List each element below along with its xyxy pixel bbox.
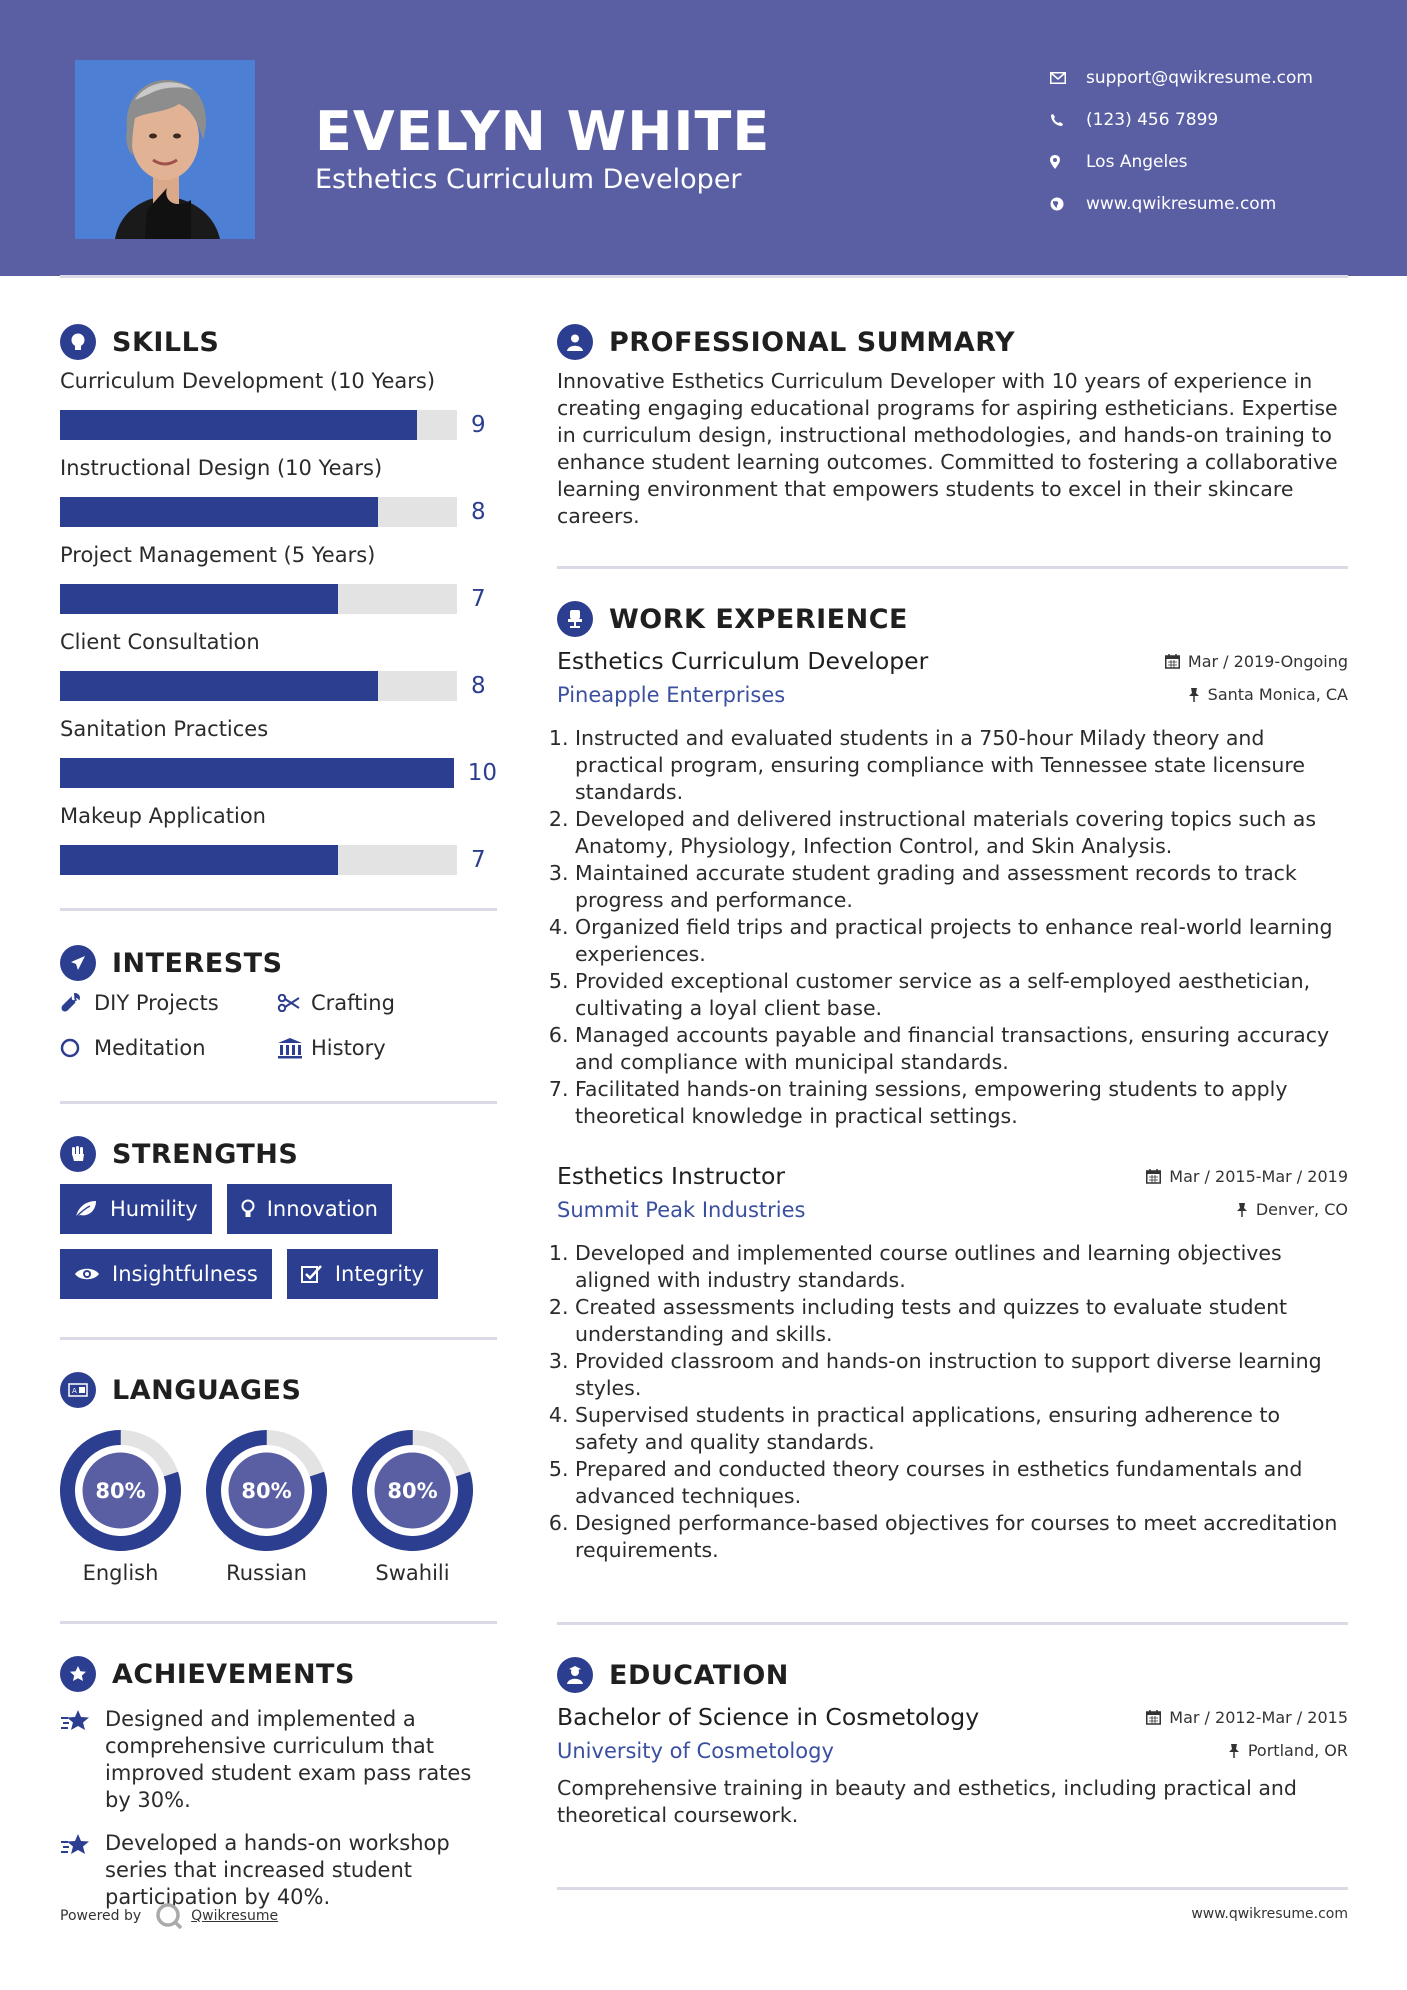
duty-item: 7. Facilitated hands-on training sessions, empowering students to apply theoretical knowledge in practical settings.	[575, 1076, 1348, 1130]
checkbox-icon	[301, 1264, 323, 1284]
education-title: EDUCATION	[609, 1659, 789, 1691]
skill-value: 8	[471, 498, 486, 525]
education-heading	[557, 1653, 1348, 1697]
job-title: Esthetics Curriculum Developer	[557, 647, 929, 675]
star-icon	[60, 1830, 105, 1911]
skill-label: Sanitation Practices	[60, 717, 269, 741]
calendar-icon	[1165, 654, 1180, 669]
languages-heading	[60, 1368, 497, 1412]
skills-list	[60, 366, 497, 888]
skill-value: 7	[471, 585, 486, 612]
user-icon	[557, 324, 593, 360]
job-location	[1236, 1200, 1348, 1219]
achievement-item	[60, 1830, 497, 1911]
skills-heading	[60, 320, 497, 364]
achievements-title: ACHIEVEMENTS	[112, 1658, 355, 1690]
education-date	[1146, 1708, 1348, 1727]
language-percent: 80%	[241, 1478, 292, 1503]
language-ring	[60, 1430, 181, 1551]
candidate-name: EVELYN WHITE	[315, 100, 771, 163]
skill-bar-fill	[60, 410, 417, 440]
job-duties	[557, 725, 1348, 1130]
duty-item: 4. Organized field trips and practical projects to enhance real-world learning experiences.	[575, 914, 1348, 968]
section-divider	[60, 1101, 497, 1104]
interests-list	[60, 989, 497, 1061]
eye-icon	[74, 1266, 100, 1282]
envelope-icon	[1050, 72, 1086, 84]
section-divider	[60, 1621, 497, 1624]
achievements-list	[60, 1706, 497, 1911]
wrench-icon	[60, 992, 94, 1014]
skill-value: 10	[467, 759, 497, 786]
skill-label: Client Consultation	[60, 630, 260, 654]
skill-bar	[60, 758, 454, 788]
language-name: Russian	[226, 1561, 307, 1585]
interests-title: INTERESTS	[112, 947, 283, 979]
languages-title: LANGUAGES	[112, 1374, 302, 1406]
language-item	[206, 1430, 327, 1585]
degree-title: Bachelor of Science in Cosmetology	[557, 1703, 980, 1731]
candidate-title: Esthetics Curriculum Developer	[315, 164, 742, 195]
section-divider	[557, 1622, 1348, 1625]
strength-label: Integrity	[334, 1262, 424, 1286]
strengths-title: STRENGTHS	[112, 1138, 299, 1170]
duty-item: 6. Designed performance-based objectives for courses to meet accreditation requirements.	[575, 1510, 1348, 1564]
language-ring	[206, 1430, 327, 1551]
duty-item: 3. Maintained accurate student grading and assessment records to track progress and performance.	[575, 860, 1348, 914]
strength-badge	[287, 1249, 438, 1299]
contact-list	[1050, 57, 1313, 225]
job-company: Summit Peak Industries	[557, 1198, 806, 1222]
achievement-text: Designed and implemented a comprehensive curriculum that improved student exam pass rates by 30%.	[105, 1707, 472, 1812]
section-divider	[557, 566, 1348, 569]
office-chair-icon	[557, 601, 593, 637]
job-location-text: Santa Monica, CA	[1207, 685, 1348, 704]
pushpin-icon	[1228, 1743, 1240, 1758]
job-title: Esthetics Instructor	[557, 1162, 786, 1190]
strength-badge	[60, 1249, 272, 1299]
header-divider	[60, 275, 1348, 278]
skill-bar	[60, 410, 457, 440]
skill-bar	[60, 671, 457, 701]
phone-icon	[1050, 113, 1086, 127]
education-entry	[557, 1703, 1348, 1829]
powered-by-label: Powered by	[60, 1908, 142, 1924]
scissors-icon	[277, 994, 311, 1012]
duty-item: 1. Developed and implemented course outlines and learning objectives aligned with industry standards.	[575, 1240, 1348, 1294]
skill-item	[60, 366, 497, 453]
skill-value: 7	[471, 846, 486, 873]
star-badge-icon	[60, 1656, 96, 1692]
skill-bar-fill	[60, 758, 454, 788]
achievement-text: Developed a hands-on workshop series that increased student participation by 40%.	[105, 1831, 450, 1909]
skill-label: Instructional Design (10 Years)	[60, 456, 383, 480]
education-date-text: Mar / 2012-Mar / 2015	[1169, 1708, 1348, 1727]
job-location-text: Denver, CO	[1255, 1200, 1348, 1219]
skill-bar	[60, 584, 457, 614]
strength-label: Insightfulness	[112, 1262, 258, 1286]
job-date-text: Mar / 2015-Mar / 2019	[1169, 1167, 1348, 1186]
skill-bar	[60, 845, 457, 875]
globe-icon	[1050, 197, 1086, 211]
calendar-icon	[1146, 1169, 1161, 1184]
language-icon	[60, 1372, 96, 1408]
resume-header	[0, 0, 1407, 276]
footer-website[interactable]: www.qwikresume.com	[1191, 1906, 1348, 1922]
duty-item: 2. Created assessments including tests and quizzes to evaluate student understanding and skills.	[575, 1294, 1348, 1348]
summary-text: Innovative Esthetics Curriculum Developer with 10 years of experience in creating engaging educational programs for aspiring estheticians. Expertise in curriculum design, instructional methodologies, and hands-on training to enhance student learning outcomes. Committed to fostering a collaborative learning environment that empowers students to excel in their skincare careers.	[557, 369, 1338, 528]
duty-item: 3. Provided classroom and hands-on instruction to support diverse learning styles.	[575, 1348, 1348, 1402]
skills-title: SKILLS	[112, 326, 220, 358]
skill-item	[60, 540, 497, 627]
right-column	[557, 320, 1348, 1829]
job-entry	[557, 1162, 1348, 1564]
education-location	[1228, 1741, 1348, 1760]
contact-website-text: www.qwikresume.com	[1086, 194, 1277, 214]
paper-plane-icon	[60, 945, 96, 981]
job-location	[1188, 685, 1348, 704]
skill-item	[60, 801, 497, 888]
skill-label: Curriculum Development (10 Years)	[60, 369, 436, 393]
job-duties	[557, 1240, 1348, 1564]
job-entry	[557, 647, 1348, 1130]
strengths-list	[60, 1184, 490, 1299]
job-date	[1146, 1167, 1348, 1186]
powered-by	[60, 1902, 278, 1930]
skill-bar-fill	[60, 671, 378, 701]
job-date	[1165, 652, 1348, 671]
location-pin-icon	[1050, 155, 1086, 169]
section-divider	[60, 908, 497, 911]
contact-email-text: support@qwikresume.com	[1086, 68, 1313, 88]
qwikresume-logo-icon	[155, 1902, 183, 1930]
interest-label: DIY Projects	[94, 990, 219, 1015]
language-item	[352, 1430, 473, 1585]
strength-label: Innovation	[266, 1197, 378, 1221]
language-ring	[352, 1430, 473, 1551]
language-percent: 80%	[387, 1478, 438, 1503]
summary-heading	[557, 320, 1348, 364]
language-name: Swahili	[375, 1561, 450, 1585]
summary-title: PROFESSIONAL SUMMARY	[609, 326, 1016, 358]
duty-item: 5. Provided exceptional customer service as a self-employed aesthetician, cultivating a loyal client base.	[575, 968, 1348, 1022]
skill-value: 9	[471, 411, 486, 438]
interest-label: Meditation	[94, 1035, 206, 1060]
contact-phone-text: (123) 456 7899	[1086, 110, 1219, 130]
qwikresume-link[interactable]: Qwikresume	[191, 1908, 279, 1924]
duty-item: 2. Developed and delivered instructional materials covering topics such as Anatomy, Physiology, Infection Control, and Skin Analysis.	[575, 806, 1348, 860]
star-icon	[60, 1706, 105, 1814]
skill-label: Project Management (5 Years)	[60, 543, 376, 567]
language-name: English	[82, 1561, 159, 1585]
strength-badge	[60, 1184, 212, 1234]
raised-fist-icon	[60, 1136, 96, 1172]
strength-label: Humility	[110, 1197, 198, 1221]
skill-bar	[60, 497, 457, 527]
strengths-heading	[60, 1132, 497, 1176]
duty-item: 5. Prepared and conducted theory courses in esthetics fundamentals and advanced techniques.	[575, 1456, 1348, 1510]
skill-item	[60, 714, 497, 801]
contact-email[interactable]	[1050, 57, 1313, 99]
pushpin-icon	[1236, 1202, 1248, 1217]
strength-badge	[227, 1184, 392, 1234]
language-percent: 80%	[95, 1478, 146, 1503]
experience-heading	[557, 597, 1348, 641]
achievements-heading	[60, 1652, 497, 1696]
museum-icon	[277, 1037, 311, 1059]
contact-phone[interactable]	[1050, 99, 1313, 141]
skill-label: Makeup Application	[60, 804, 266, 828]
languages-list	[60, 1430, 497, 1585]
duty-item: 6. Managed accounts payable and financial transactions, ensuring accuracy and compliance with municipal standards.	[575, 1022, 1348, 1076]
interest-item	[60, 1034, 277, 1061]
skill-item	[60, 627, 497, 714]
job-company: Pineapple Enterprises	[557, 683, 786, 707]
lightbulb-icon	[60, 324, 96, 360]
contact-location	[1050, 141, 1313, 183]
contact-website[interactable]	[1050, 183, 1313, 225]
language-item	[60, 1430, 181, 1585]
lightbulb-icon	[241, 1198, 255, 1220]
pushpin-icon	[1188, 687, 1200, 702]
interest-label: History	[311, 1035, 386, 1060]
achievement-item	[60, 1706, 497, 1814]
interests-heading	[60, 941, 497, 985]
interest-item	[277, 989, 497, 1016]
leaf-icon	[74, 1199, 98, 1219]
skill-item	[60, 453, 497, 540]
education-location-text: Portland, OR	[1247, 1741, 1348, 1760]
job-date-text: Mar / 2019-Ongoing	[1187, 652, 1348, 671]
calendar-icon	[1146, 1710, 1161, 1725]
interest-item	[277, 1034, 497, 1061]
graduate-icon	[557, 1657, 593, 1693]
skill-bar-fill	[60, 584, 338, 614]
education-description: Comprehensive training in beauty and esthetics, including practical and theoretical coursework.	[557, 1776, 1297, 1827]
svg-text:A: A	[72, 1387, 77, 1395]
duty-item: 4. Supervised students in practical applications, ensuring adherence to safety and quality standards.	[575, 1402, 1348, 1456]
interest-item	[60, 989, 277, 1016]
left-column	[60, 320, 497, 1927]
footer-divider	[557, 1887, 1348, 1890]
experience-title: WORK EXPERIENCE	[609, 603, 908, 635]
profile-photo	[75, 60, 255, 239]
section-divider	[60, 1337, 497, 1340]
circle-icon	[60, 1037, 94, 1059]
skill-bar-fill	[60, 845, 338, 875]
school-name: University of Cosmetology	[557, 1739, 834, 1763]
interest-label: Crafting	[311, 990, 395, 1015]
skill-value: 8	[471, 672, 486, 699]
skill-bar-fill	[60, 497, 378, 527]
contact-location-text: Los Angeles	[1086, 152, 1188, 172]
duty-item: 1. Instructed and evaluated students in a 750-hour Milady theory and practical program, ensuring compliance with Tennessee state licensure standards.	[575, 725, 1348, 806]
